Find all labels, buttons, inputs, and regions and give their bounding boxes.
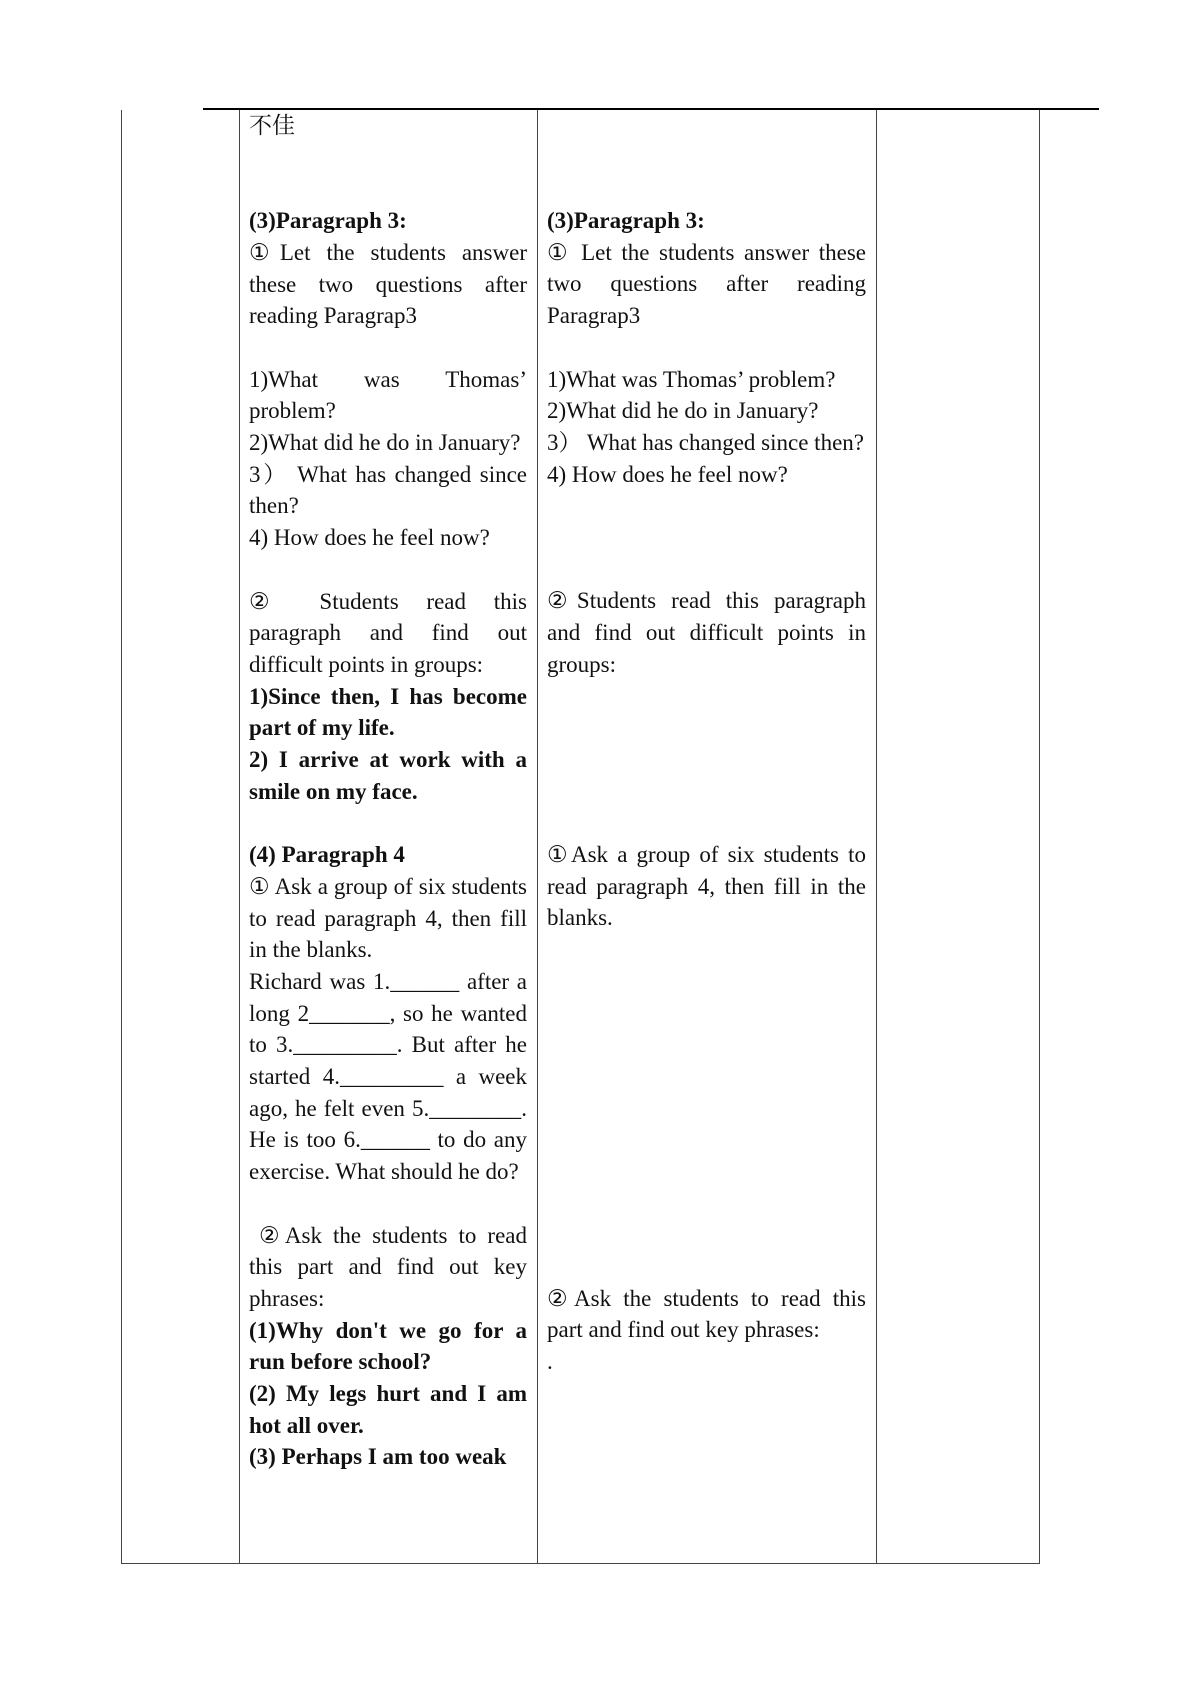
continued-text: 不佳 bbox=[249, 113, 295, 138]
paragraph-3-instruction: ① Let the students answer these two questions after reading Paragrap3 bbox=[547, 239, 866, 329]
difficult-point: 2) I arrive at work with a smile on my face. bbox=[249, 747, 527, 804]
paragraph-4-instruction: ① Ask a group of six students to read paragraph 4, then fill in the blanks. bbox=[249, 873, 527, 963]
question-item: 1)What was Thomas’ problem? bbox=[547, 366, 836, 392]
trailing-period: . bbox=[547, 1349, 553, 1375]
table-column-divider bbox=[876, 110, 877, 1564]
paragraph-3-group-instruction: ②Students read this paragraph and find out difficult points in groups: bbox=[547, 588, 866, 677]
paragraph-3-heading: (3)Paragraph 3: bbox=[547, 208, 705, 234]
key-phrases-instruction: ②Ask the students to read this part and find out key phrases: bbox=[249, 1222, 527, 1311]
question-item: 3） What has changed since then? bbox=[547, 429, 864, 455]
table-border-left bbox=[121, 110, 122, 1564]
question-item: 1)What was Thomas’ problem? bbox=[249, 366, 527, 424]
table-column-divider bbox=[239, 110, 240, 1564]
student-activity-cell bbox=[547, 110, 866, 1562]
difficult-point: 1)Since then, I has become part of my life. bbox=[249, 683, 527, 741]
question-item: 4) How does he feel now? bbox=[249, 525, 490, 551]
teacher-activity-cell bbox=[249, 110, 527, 1562]
key-phrase: (3) Perhaps I am too weak bbox=[249, 1444, 507, 1470]
key-phrase: (2) My legs hurt and I am hot all over. bbox=[249, 1381, 527, 1438]
table-column-divider bbox=[537, 110, 538, 1564]
question-item: 2)What did he do in January? bbox=[547, 398, 819, 424]
paragraph-4-instruction: ①Ask a group of six students to read paragraph 4, then fill in the blanks. bbox=[547, 842, 866, 931]
key-phrase: (1)Why don't we go for a run before school? bbox=[249, 1317, 527, 1375]
paragraph-3-group-instruction: ② Students read this paragraph and find out difficult points in groups: bbox=[249, 588, 527, 677]
table-border-bottom bbox=[121, 1563, 1040, 1564]
paragraph-3-heading: (3)Paragraph 3: bbox=[249, 208, 407, 234]
fill-in-blanks-text: Richard was 1.______ after a long 2_______, so he wanted to 3._________. But after he started 4._________ a week ago, he felt even 5.________. He is too 6.______ to do any exercise. What should he do? bbox=[249, 968, 527, 1185]
question-item: 4) How does he feel now? bbox=[547, 461, 788, 487]
paragraph-4-heading: (4) Paragraph 4 bbox=[249, 842, 405, 868]
question-item: 2)What did he do in January? bbox=[249, 430, 521, 455]
key-phrases-instruction: ②Ask the students to read this part and find out key phrases: bbox=[547, 1285, 866, 1343]
table-border-right bbox=[1039, 110, 1040, 1564]
question-item: 3） What has changed since then? bbox=[249, 461, 527, 519]
paragraph-3-instruction: ①Let the students answer these two questions after reading Paragrap3 bbox=[249, 239, 527, 329]
